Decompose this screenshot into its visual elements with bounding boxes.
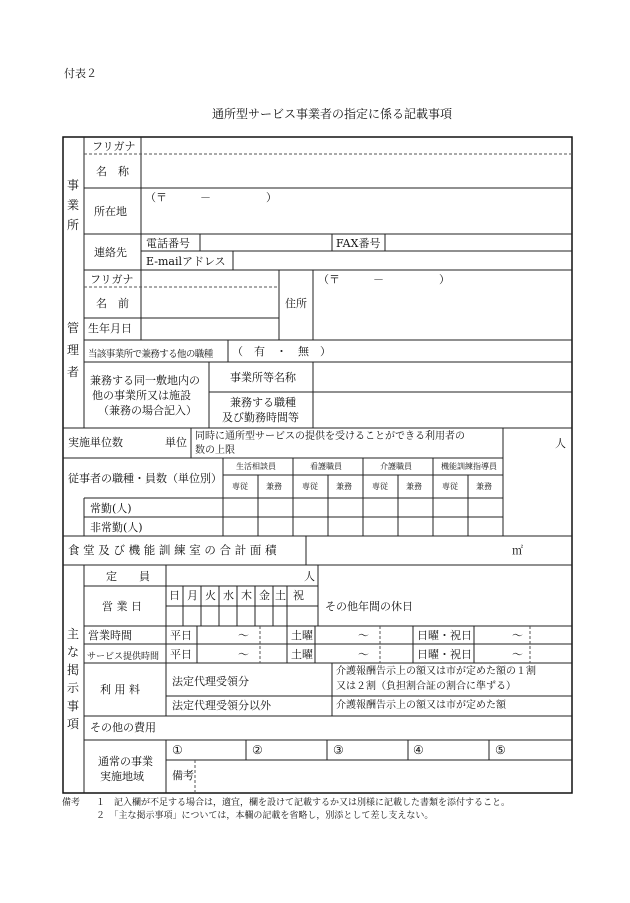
manager-furigana-label: フリガナ bbox=[90, 273, 134, 286]
postings-side-label-3: 掲 bbox=[67, 663, 80, 677]
document-title: 通所型サービス事業者の指定に係る記載事項 bbox=[212, 107, 453, 121]
remarks-label-1: 備 bbox=[172, 769, 183, 782]
manager-other-duty-choice[interactable]: （ 有 ・ 無 ） bbox=[232, 345, 331, 358]
office-side-label-1: 事 bbox=[67, 178, 80, 192]
staff-concurrent-1: 兼務 bbox=[266, 482, 282, 491]
manager-name-label: 名 前 bbox=[96, 297, 129, 310]
day-tue: 火 bbox=[205, 589, 216, 602]
sh-saturday-label: 土曜 bbox=[291, 648, 313, 661]
office-furigana-label: フリガナ bbox=[92, 140, 136, 153]
staff-role-nurse: 看護職員 bbox=[310, 462, 342, 471]
office-side-label-2: 業 bbox=[67, 198, 80, 212]
staff-role-counselor: 生活相談員 bbox=[236, 462, 276, 471]
sh-sunday-tilde: ～ bbox=[512, 648, 523, 661]
area-label: 食 堂 及 び 機 能 訓 練 室 の 合 計 面 積 bbox=[68, 543, 277, 557]
area-number-4: ④ bbox=[413, 743, 424, 757]
bh-weekday-label: 平日 bbox=[170, 629, 192, 642]
staff-dedicated-1: 専従 bbox=[232, 482, 248, 491]
manager-side-label-2: 理 bbox=[67, 343, 80, 357]
staff-role-trainer: 機能訓練指導員 bbox=[441, 462, 497, 471]
sh-sunday-label: 日曜・祝日 bbox=[417, 648, 472, 661]
office-tel-label: 電話番号 bbox=[146, 237, 190, 250]
fee-other-desc: 介護報酬告示上の額又は市が定めた額 bbox=[336, 700, 506, 711]
capacity-unit: 人 bbox=[304, 570, 315, 583]
day-fri: 金 bbox=[259, 589, 270, 602]
manager-postal-field[interactable]: （〒 － ） bbox=[318, 273, 450, 286]
staff-role-caregiver: 介護職員 bbox=[380, 462, 412, 471]
staff-header-label: 従事者の職種・員数（単位別） bbox=[68, 472, 222, 485]
concurrent-users-unit: 人 bbox=[555, 437, 566, 450]
office-contact-label: 連絡先 bbox=[94, 246, 127, 259]
postings-side-label-4: 示 bbox=[67, 681, 80, 695]
day-thu: 木 bbox=[241, 589, 252, 602]
area-unit: ㎡ bbox=[512, 544, 523, 557]
manager-birth-label: 生年月日 bbox=[88, 322, 132, 335]
sh-weekday-label: 平日 bbox=[170, 648, 192, 661]
office-side-label-3: 所 bbox=[67, 218, 80, 232]
fee-statutory-desc-1: 介護報酬告示上の額又は市が定めた額の１割 bbox=[336, 666, 536, 677]
manager-facility-name-label: 事業所等名称 bbox=[230, 371, 296, 384]
bh-sunday-label: 日曜・祝日 bbox=[417, 629, 472, 642]
postings-side-label-1: 主 bbox=[67, 627, 80, 641]
business-days-label: 営 業 日 bbox=[102, 600, 142, 613]
manager-side-label-1: 管 bbox=[67, 321, 80, 335]
area-number-1: ① bbox=[172, 743, 183, 757]
staff-parttime-label: 非常勤(人) bbox=[90, 521, 143, 534]
unit-count-label: 実施単位数 bbox=[68, 436, 123, 449]
postings-side-label-5: 事 bbox=[67, 699, 80, 713]
day-sun: 日 bbox=[169, 589, 180, 602]
bh-saturday-tilde: ～ bbox=[358, 629, 369, 642]
manager-concurrent-label-1: 兼務する同一敷地内の bbox=[90, 374, 200, 387]
office-email-label: E-mailアドレス bbox=[146, 255, 226, 268]
office-name-label: 名 称 bbox=[96, 165, 129, 178]
appendix-label: 付表２ bbox=[64, 67, 97, 80]
office-fax-label: FAX番号 bbox=[336, 237, 381, 250]
day-wed: 水 bbox=[223, 589, 234, 602]
business-hours-label: 営業時間 bbox=[88, 629, 132, 642]
notes-label: 備考 bbox=[62, 798, 81, 808]
staff-dedicated-3: 専従 bbox=[372, 482, 388, 491]
fee-other-label: 法定代理受領分以外 bbox=[172, 699, 271, 712]
manager-other-duty-label: 当該事業所で兼務する他の職種 bbox=[88, 349, 213, 360]
postings-side-label-6: 項 bbox=[67, 717, 80, 731]
bh-saturday-label: 土曜 bbox=[291, 629, 313, 642]
manager-side-label-3: 者 bbox=[67, 365, 80, 379]
note-item-2: ２ 「主な掲示事項」については，本欄の記載を省略し，別添として差し支えない。 bbox=[96, 811, 434, 821]
staff-concurrent-2: 兼務 bbox=[336, 482, 352, 491]
postings-side-label-2: な bbox=[67, 645, 80, 659]
staff-dedicated-4: 専従 bbox=[442, 482, 458, 491]
capacity-label: 定 員 bbox=[106, 570, 150, 583]
staff-fulltime-label: 常勤(人) bbox=[90, 502, 132, 515]
office-address-label: 所在地 bbox=[94, 205, 127, 218]
fees-label: 利 用 料 bbox=[100, 683, 140, 696]
service-area-label-2: 実施地域 bbox=[100, 770, 144, 783]
fee-statutory-label: 法定代理受領分 bbox=[172, 675, 249, 688]
staff-concurrent-3: 兼務 bbox=[406, 482, 422, 491]
staff-concurrent-4: 兼務 bbox=[476, 482, 492, 491]
concurrent-users-label-2: 数の上限 bbox=[195, 445, 235, 456]
unit-label: 単位 bbox=[165, 436, 187, 449]
staff-dedicated-2: 専従 bbox=[302, 482, 318, 491]
office-postal-field[interactable]: （〒 － ） bbox=[145, 191, 277, 204]
area-number-2: ② bbox=[252, 743, 263, 757]
service-hours-label: サービス提供時間 bbox=[87, 652, 160, 662]
manager-duty-hours-label-2: 及び勤務時間等 bbox=[222, 411, 299, 424]
manager-duty-hours-label-1: 兼務する職種 bbox=[230, 396, 296, 409]
service-area-label-1: 通常の事業 bbox=[98, 755, 153, 768]
day-mon: 月 bbox=[187, 589, 198, 602]
day-sat: 土 bbox=[275, 589, 286, 602]
note-item-1: １ 記入欄が不足する場合は，適宜，欄を設けて記載するか又は別様に記載した書類を添付すること。 bbox=[96, 798, 511, 808]
other-holidays-label: その他年間の休日 bbox=[325, 600, 413, 613]
area-number-5: ⑤ bbox=[495, 743, 506, 757]
manager-concurrent-label-3: （兼務の場合記入） bbox=[98, 404, 197, 417]
bh-weekday-tilde: ～ bbox=[238, 629, 249, 642]
sh-saturday-tilde: ～ bbox=[358, 648, 369, 661]
sh-weekday-tilde: ～ bbox=[238, 648, 249, 661]
area-number-3: ③ bbox=[333, 743, 344, 757]
concurrent-users-label-1: 同時に通所型サービスの提供を受けることができる利用者の bbox=[195, 431, 465, 442]
other-costs-label: その他の費用 bbox=[90, 721, 156, 734]
manager-concurrent-label-2: 他の事業所又は施設 bbox=[92, 389, 191, 402]
day-holiday: 祝 bbox=[293, 589, 304, 602]
fee-statutory-desc-2: 又は２割（負担割合証の割合に準ずる） bbox=[336, 681, 516, 692]
bh-sunday-tilde: ～ bbox=[512, 629, 523, 642]
manager-address-label: 住所 bbox=[285, 297, 307, 310]
remarks-label-2: 考 bbox=[183, 769, 194, 782]
